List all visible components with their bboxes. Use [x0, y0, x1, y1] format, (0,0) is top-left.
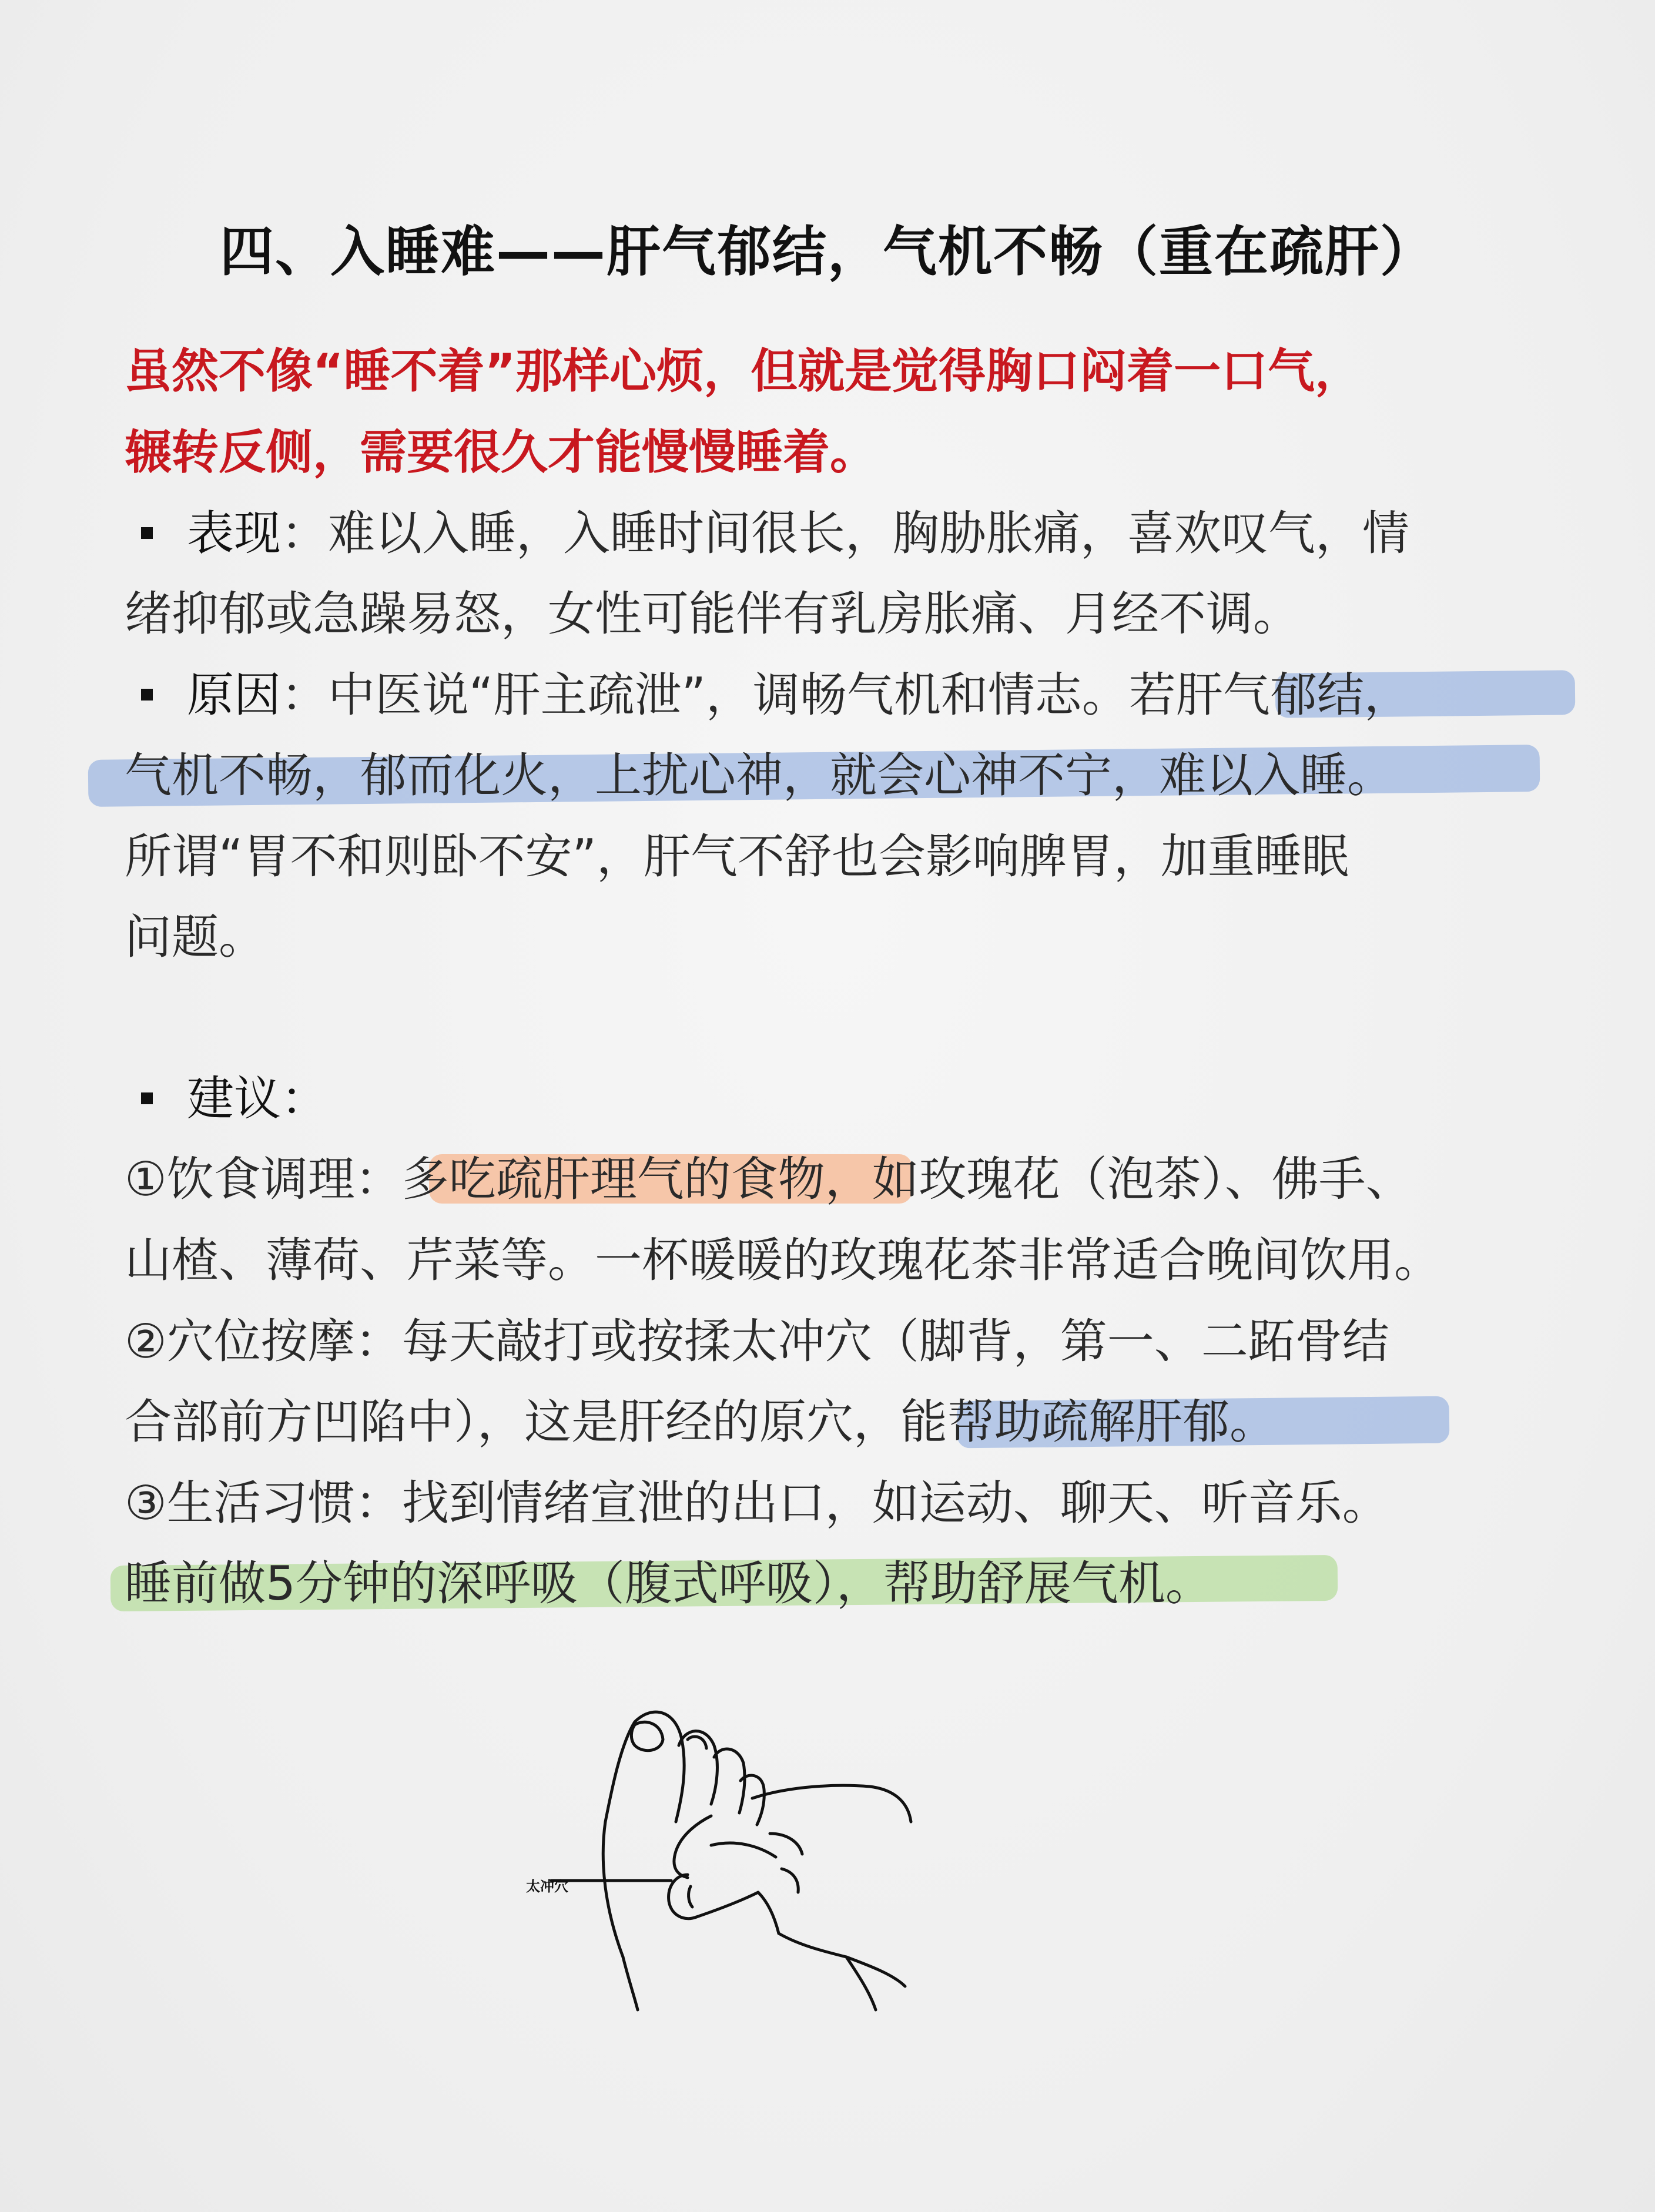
- cause-line-1: [125, 666, 1411, 725]
- acupoint-label: 太冲穴: [526, 1878, 568, 1895]
- cause-text-1: ：中医说“肝主疏泄”，调畅气机和情志。若肝气郁结，: [281, 668, 1411, 722]
- symptoms-label: 表现: [187, 506, 281, 561]
- symptoms-line-1: [125, 504, 1409, 563]
- bullet-icon: [141, 1092, 153, 1104]
- cause-line-2: 气机不畅，郁而化火，上扰心神，就会心神不宁，难以入睡。: [125, 748, 1394, 803]
- advice-item-1-line-2: 山楂、薄荷、芹菜等。一杯暖暖的玫瑰花茶非常适合晚间饮用。: [125, 1233, 1441, 1288]
- advice-item-1-line-1: ①饮食调理：多吃疏肝理气的食物，如玫瑰花（泡茶）、佛手、: [125, 1152, 1413, 1206]
- advice-item-2-line-2: 合部前方凹陷中），这是肝经的原穴，能帮助疏解肝郁。: [125, 1395, 1277, 1449]
- advice-label: 建议：: [187, 1071, 328, 1126]
- symptoms-line-2: 绪抑郁或急躁易怒，女性可能伴有乳房胀痛、月经不调。: [125, 586, 1300, 641]
- intro-line-2: 辗转反侧，需要很久才能慢慢睡着。: [125, 425, 877, 480]
- cause-line-4: 问题。: [125, 910, 266, 964]
- advice-item-3-line-2: 睡前做5分钟的深呼吸（腹式呼吸），帮助舒展气机。: [125, 1556, 1212, 1611]
- advice-heading: [125, 1070, 328, 1128]
- page-title: 四、入睡难——肝气郁结，气机不畅（重在疏肝）: [219, 220, 1435, 283]
- foot-acupoint-illustration: [517, 1698, 987, 2016]
- cause-label: 原因: [187, 668, 281, 722]
- advice-item-2-line-1: ②穴位按摩：每天敲打或按揉太冲穴（脚背，第一、二跖骨结: [125, 1314, 1389, 1369]
- intro-line-1: 虽然不像“睡不着”那样心烦，但就是觉得胸口闷着一口气，: [125, 344, 1362, 398]
- cause-line-3: 所谓“胃不和则卧不安”，肝气不舒也会影响脾胃，加重睡眠: [125, 829, 1349, 884]
- bullet-icon: [141, 689, 153, 701]
- advice-item-3-line-1: ③生活习惯：找到情绪宣泄的出口，如运动、聊天、听音乐。: [125, 1476, 1389, 1530]
- bullet-icon: [141, 527, 153, 539]
- symptoms-text-1: ：难以入睡，入睡时间很长，胸胁胀痛，喜欢叹气，情: [281, 506, 1409, 561]
